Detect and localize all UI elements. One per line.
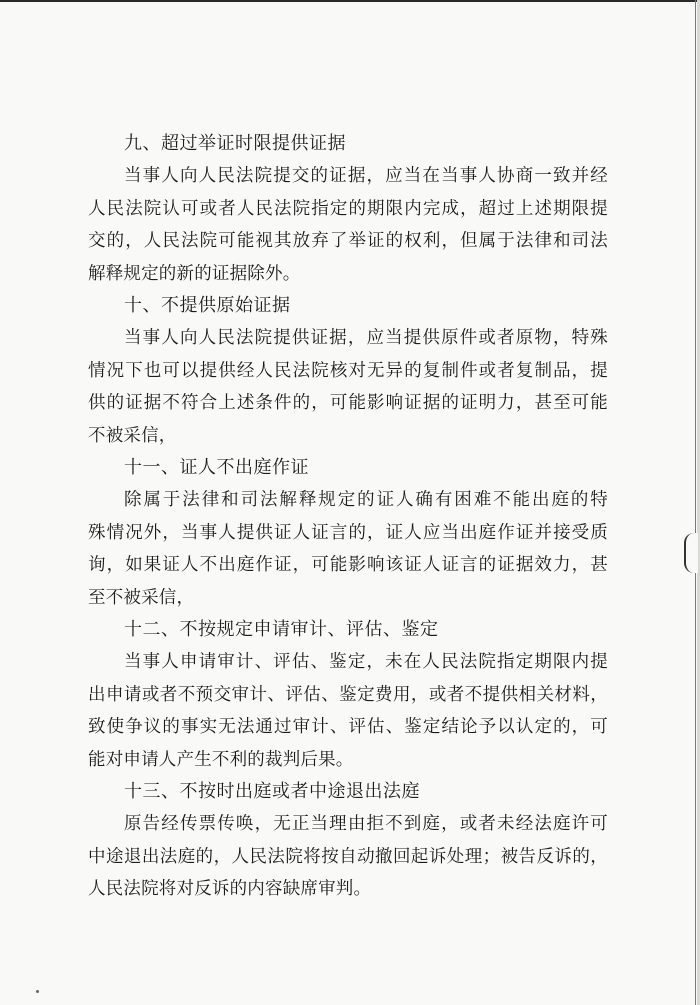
section-paragraph-12 xyxy=(88,646,608,776)
section-heading-13: 十三、不按时出庭或者中途退出法庭 xyxy=(124,781,420,802)
paragraph-line: 能对申请人产生不利的裁判后果。 xyxy=(88,749,354,770)
paragraph-line: 人民法院认可或者人民法院指定的期限内完成，超过上述期限提 xyxy=(88,198,608,219)
document-body xyxy=(88,128,608,906)
paragraph-line: 交的，人民法院可能视其放弃了举证的权利，但属于法律和司法 xyxy=(88,231,608,251)
paragraph-line: 询，如果证人不出庭作证，可能影响该证人证言的证据效力，甚 xyxy=(88,555,608,575)
paragraph-line: 当事人申请审计、评估、鉴定，未在人民法院指定期限内提 xyxy=(124,652,608,672)
section-heading-10: 十、不提供原始证据 xyxy=(124,295,291,316)
paragraph-line: 当事人向人民法院提供证据，应当提供原件或者原物，特殊 xyxy=(124,328,608,348)
section-paragraph-9 xyxy=(88,160,608,290)
paragraph-line: 出申请或者不预交审计、评估、鉴定费用，或者不提供相关材料， xyxy=(88,684,608,705)
paragraph-line: 不被采信， xyxy=(88,425,177,446)
paragraph-line: 致使争议的事实无法通过审计、评估、鉴定结论予以认定的，可 xyxy=(88,717,608,737)
paragraph-line: 人民法院将对反诉的内容缺席审判。 xyxy=(88,879,372,899)
paragraph-line: 原告经传票传唤，无正当理由拒不到庭，或者未经法庭许可 xyxy=(124,814,608,834)
paragraph-line: 殊情况外，当事人提供证人证言的，证人应当出庭作证并接受质 xyxy=(88,522,608,543)
scan-top-edge xyxy=(0,0,700,2)
section-heading-12: 十二、不按规定申请审计、评估、鉴定 xyxy=(124,619,439,640)
paragraph-line: 供的证据不符合上述条件的，可能影响证据的证明力，甚至可能 xyxy=(88,393,608,413)
section-heading-11: 十一、证人不出庭作证 xyxy=(124,457,309,478)
section-paragraph-10 xyxy=(88,322,608,452)
paragraph-line: 除属于法律和司法解释规定的证人确有困难不能出庭的特 xyxy=(124,490,608,510)
binding-notch xyxy=(684,533,698,573)
section-paragraph-13 xyxy=(88,808,608,906)
paragraph-line: 解释规定的新的证据除外。 xyxy=(88,263,301,284)
section-paragraph-11 xyxy=(88,484,608,614)
scan-right-edge xyxy=(695,0,696,1005)
paragraph-line: 中途退出法庭的，人民法院将按自动撤回起诉处理；被告反诉的， xyxy=(88,846,608,867)
paragraph-line: 情况下也可以提供经人民法院核对无异的复制件或者复制品，提 xyxy=(88,360,608,381)
scan-speck xyxy=(36,990,39,993)
section-heading-9: 九、超过举证时限提供证据 xyxy=(124,133,346,154)
paragraph-line: 当事人向人民法院提交的证据，应当在当事人协商一致并经 xyxy=(124,166,608,186)
paragraph-line: 至不被采信， xyxy=(88,587,195,608)
